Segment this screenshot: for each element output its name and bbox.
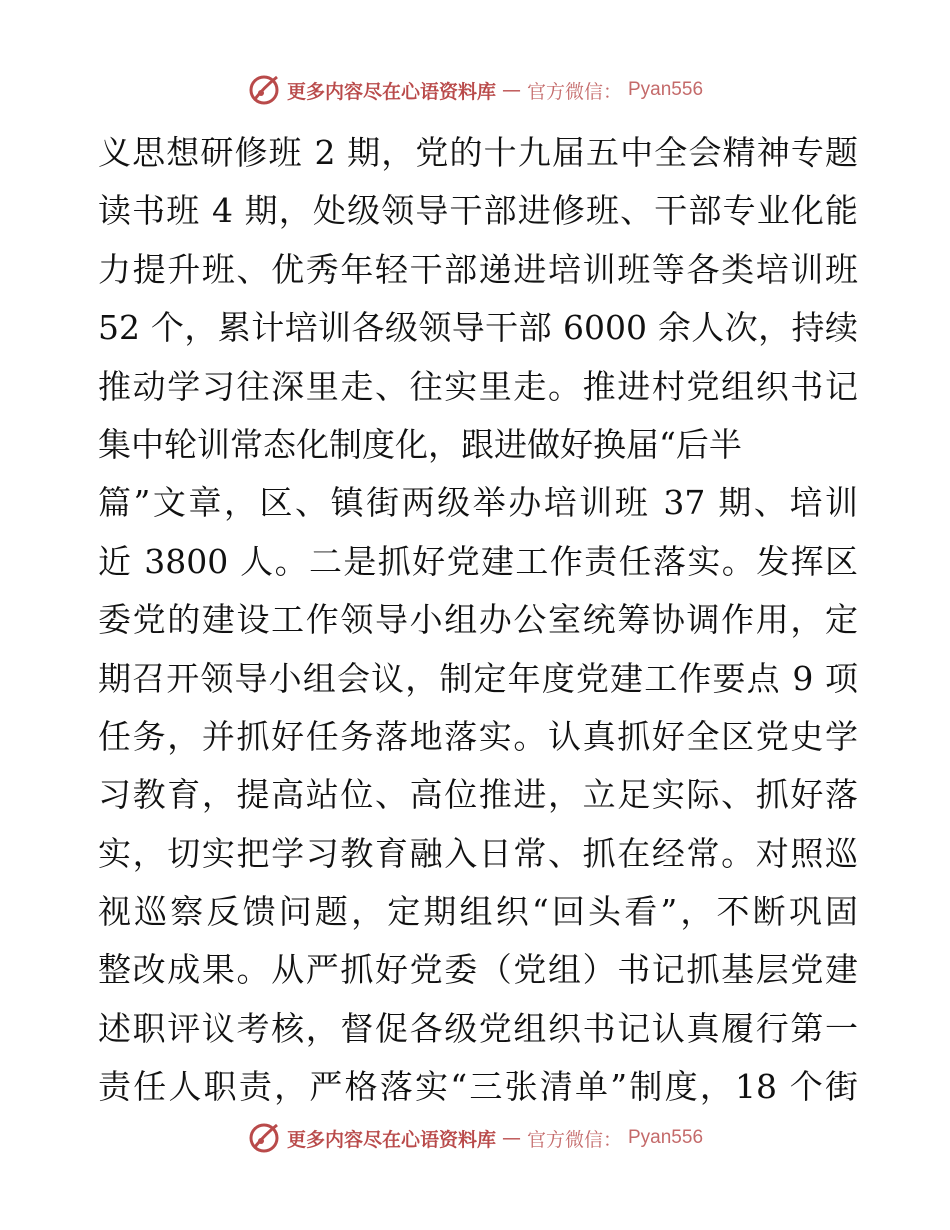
footer-watermark — [0, 1118, 950, 1158]
text-line: 期召开领导小组会议，制定年度党建工作要点 9 项 — [98, 658, 858, 698]
text-line: 义思想研修班 2 期，党的十九届五中全会精神专题 — [98, 133, 858, 172]
brush-logo-icon — [247, 1121, 281, 1155]
header-watermark — [0, 70, 950, 110]
text-line: 委党的建设工作领导小组办公室统筹协调作用，定 — [98, 600, 858, 640]
text-line: 视巡察反馈问题，定期组织“回头看”，不断巩固 — [98, 892, 858, 932]
text-line: 力提升班、优秀年轻干部递进培训班等各类培训班 — [98, 249, 858, 289]
watermark-official-label: 官方微信： — [526, 80, 622, 103]
watermark-official-label: 官方微信： — [526, 1128, 622, 1151]
text-line: 习教育，提高站位、高位推进，立足实际、抓好落 — [98, 775, 858, 815]
watermark-text: 更多内容尽在心语资料库 — [286, 80, 496, 103]
text-line: 责任人职责，严格落实“三张清单”制度，18 个街 — [98, 1067, 858, 1107]
watermark-wechat-id: Pyan556 — [628, 79, 704, 100]
brush-logo-icon — [247, 73, 281, 107]
watermark-separator: — — [501, 79, 521, 101]
text-line: 推动学习往深里走、往实里走。推进村党组织书记 — [98, 366, 858, 406]
text-line: 集中轮训常态化制度化，跟进做好换届“后半 — [98, 424, 742, 464]
text-line: 篇”文章，区、镇街两级举办培训班 37 期、培训 — [98, 483, 858, 523]
text-line: 近 3800 人。二是抓好党建工作责任落实。发挥区 — [98, 541, 858, 581]
text-line: 52 个，累计培训各级领导干部 6000 余人次，持续 — [98, 308, 858, 348]
watermark-separator: — — [501, 1127, 521, 1149]
watermark-text: 更多内容尽在心语资料库 — [286, 1128, 496, 1151]
watermark-wechat-id: Pyan556 — [628, 1127, 704, 1148]
text-line: 述职评议考核，督促各级党组织书记认真履行第一 — [98, 1008, 858, 1048]
document-body — [98, 124, 858, 1117]
text-line: 整改成果。从严抓好党委（党组）书记抓基层党建 — [98, 950, 858, 990]
text-line: 实，切实把学习教育融入日常、抓在经常。对照巡 — [98, 833, 858, 873]
text-line: 任务，并抓好任务落地落实。认真抓好全区党史学 — [98, 716, 858, 756]
text-line: 读书班 4 期，处级领导干部进修班、干部专业化能 — [98, 191, 858, 231]
